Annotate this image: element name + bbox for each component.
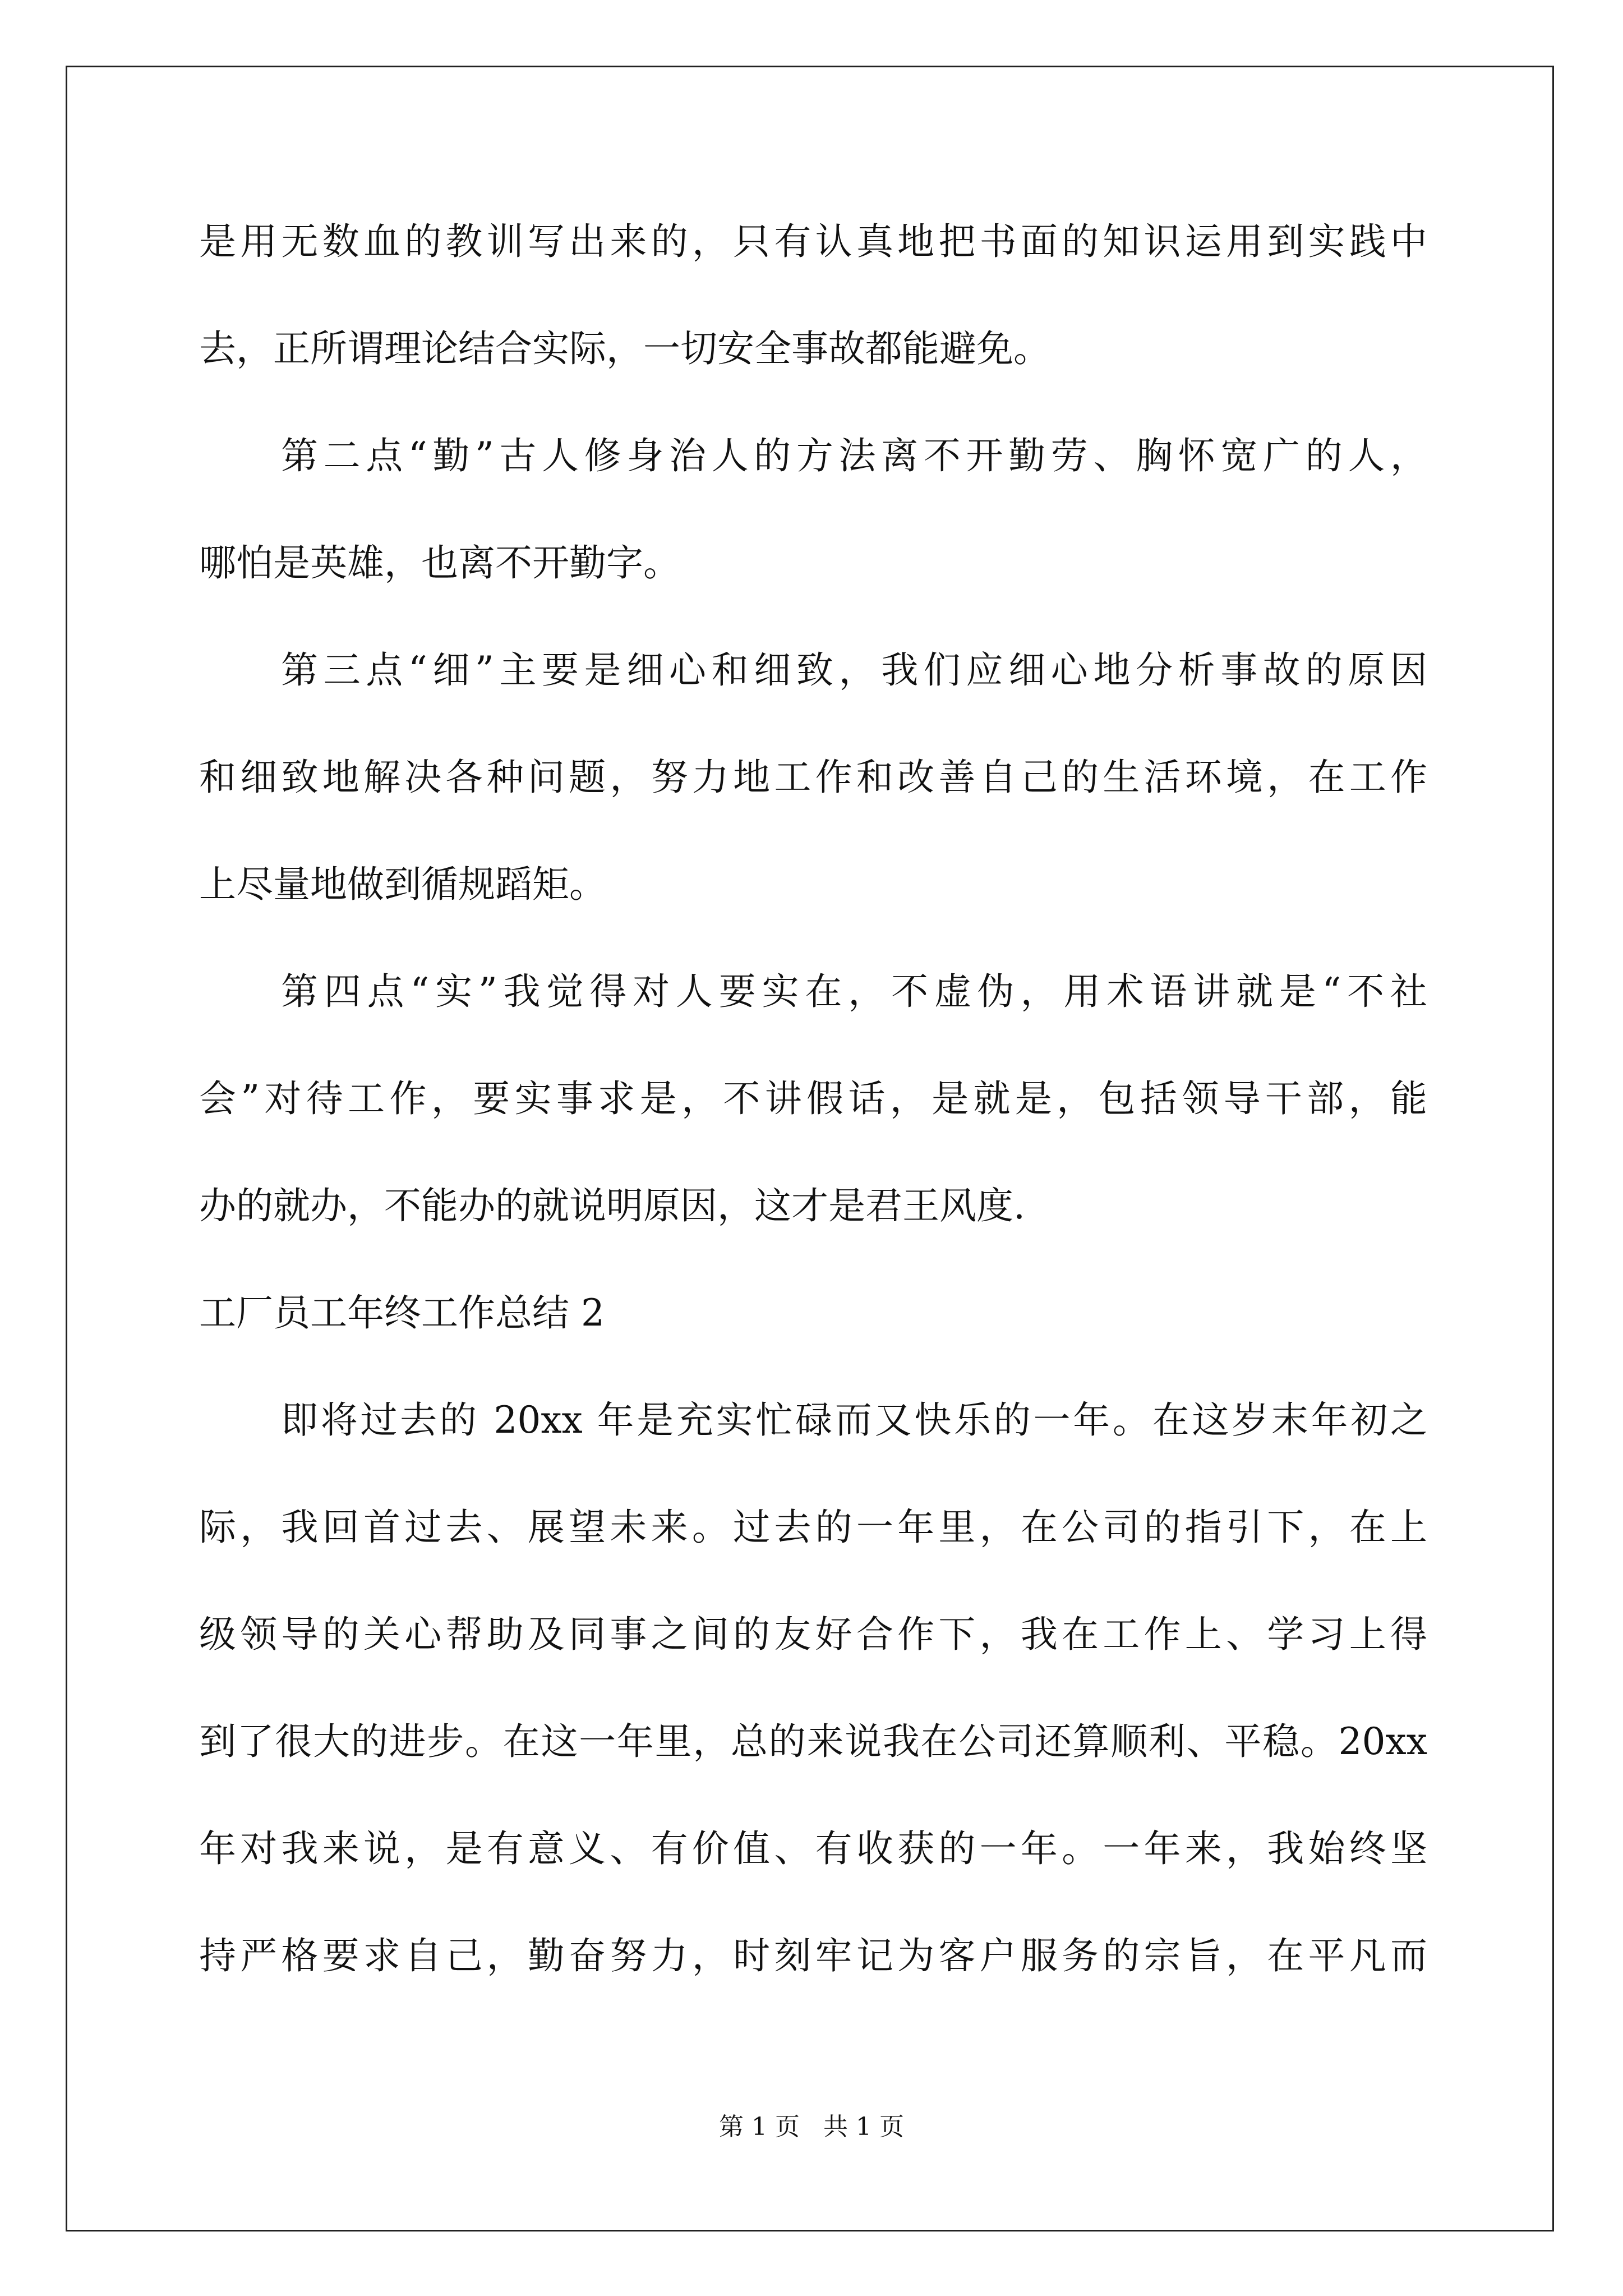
text-line: 持严格要求自己，勤奋努力，时刻牢记为客户服务的宗旨，在平凡而 [199, 1934, 1427, 1977]
text-line: 哪怕是英雄，也离不开勤字。 [199, 541, 680, 585]
text-line: 年对我来说，是有意义、有价值、有收获的一年。一年来，我始终坚 [199, 1827, 1427, 1870]
text-line: 级领导的关心帮助及同事之间的友好合作下，我在工作上、学习上得 [199, 1613, 1427, 1656]
text-line: 即将过去的 20xx 年是充实忙碌而又快乐的一年。在这岁末年初之 [281, 1398, 1427, 1442]
page-footer: 第 1 页 共 1 页 [719, 2113, 904, 2141]
heading-text: 工厂员工年终工作总结 2 [199, 1291, 605, 1335]
text-line: 际，我回首过去、展望未来。过去的一年里，在公司的指引下，在上 [199, 1506, 1427, 1549]
document-body [199, 214, 1427, 1984]
text-line: 去，正所谓理论结合实际，一切安全事故都能避免。 [199, 327, 1050, 370]
paragraph-5 [199, 1393, 1427, 1984]
text-line: 是用无数血的教训写出来的，只有认真地把书面的知识运用到实践中 [199, 220, 1427, 263]
text-line: 会”对待工作，要实事求是，不讲假话，是就是，包括领导干部，能 [199, 1077, 1427, 1120]
text-line: 和细致地解决各种问题，努力地工作和改善自己的生活环境，在工作 [199, 756, 1427, 799]
paragraph-1 [199, 214, 1427, 376]
section-heading [199, 1286, 1427, 1341]
paragraph-3 [199, 643, 1427, 912]
paragraph-2 [199, 429, 1427, 591]
text-line: 上尽量地做到循规蹈矩。 [199, 863, 606, 906]
text-line: 办的就办，不能办的就说明原因，这才是君王风度. [199, 1184, 1025, 1227]
paragraph-4 [199, 964, 1427, 1234]
text-line: 到了很大的进步。在这一年里，总的来说我在公司还算顺利、平稳。20xx [199, 1720, 1427, 1763]
text-line: 第三点“细”主要是细心和细致，我们应细心地分析事故的原因 [281, 648, 1427, 692]
text-line: 第二点“勤”古人修身治人的方法离不开勤劳、胸怀宽广的人， [281, 434, 1427, 477]
text-line: 第四点“实”我觉得对人要实在，不虚伪，用术语讲就是“不社 [281, 970, 1427, 1013]
